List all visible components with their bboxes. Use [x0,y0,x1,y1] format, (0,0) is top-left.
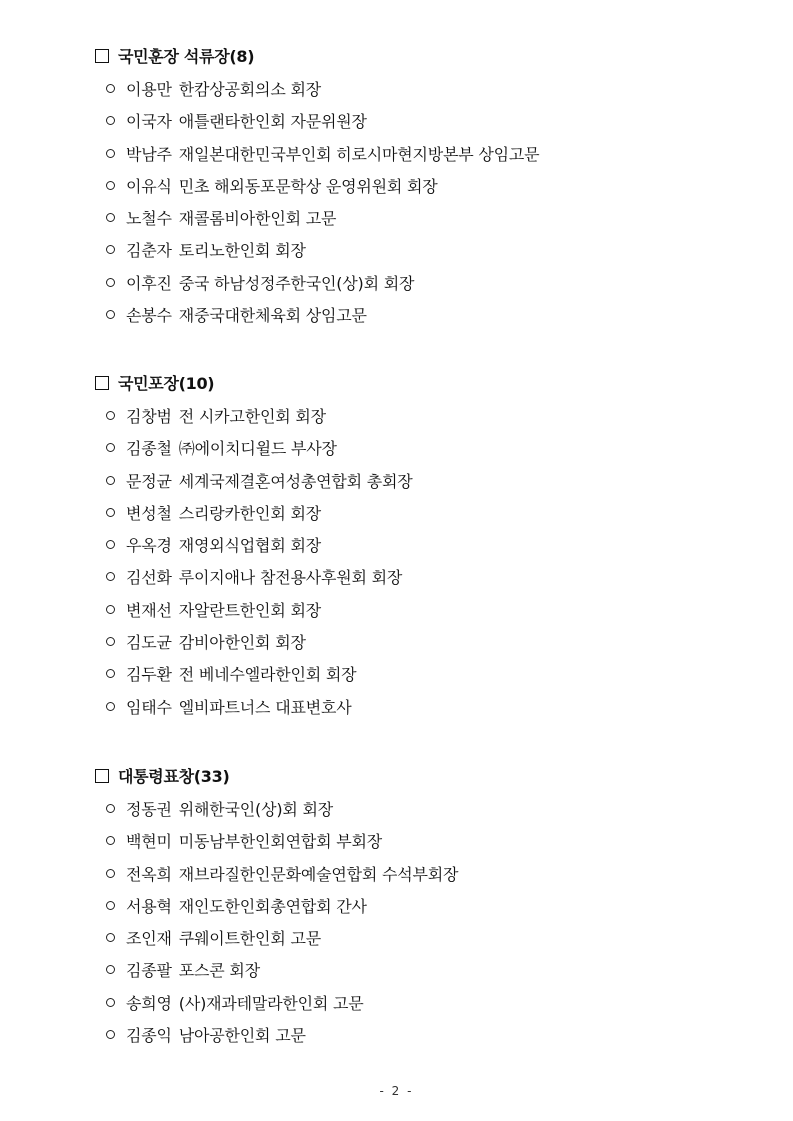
recipient-role: ㈜에이치디윌드 부사장 [178,439,337,459]
recipient-name: 손봉수 [126,306,172,326]
recipient-name: 송희영 [126,993,172,1013]
recipient-role: 전 베네수엘라한인회 회장 [178,665,357,685]
list-item [95,401,735,433]
list-item [95,106,735,138]
list-item [95,171,735,203]
circle-bullet-icon [106,443,115,452]
section-national-medal-seokryu [95,42,735,332]
recipient-name: 조인재 [126,929,172,949]
recipient-role: 재일본대한민국부인회 히로시마현지방본부 상임고문 [178,144,540,164]
recipient-role: 재콜롬비아한인회 고문 [178,209,337,229]
recipient-name: 이용만 [126,80,172,99]
list-item [95,627,735,659]
list-item [95,923,735,955]
list-item [95,826,735,858]
recipient-list [95,74,735,332]
circle-bullet-icon [106,310,115,319]
recipient-role: 애틀랜타한인회 자문위원장 [178,112,367,132]
recipient-role: 토리노한인회 회장 [178,241,306,261]
section-title [95,762,735,792]
list-item [95,659,735,691]
recipient-role: 감비아한인회 회장 [178,633,306,653]
recipient-role: 남아공한인회 고문 [178,1026,306,1046]
recipient-role: 재영외식업협회 회장 [178,536,321,556]
circle-bullet-icon [106,181,115,190]
recipient-name: 이후진 [126,273,172,293]
recipient-name: 김도균 [126,633,172,653]
recipient-role: 위해한국인(상)회 회장 [178,800,334,819]
recipient-role: 중국 하남성정주한국인(상)회 회장 [178,273,415,293]
recipient-list [95,794,735,1052]
circle-bullet-icon [106,804,115,813]
recipient-role: 민초 해외동포문학상 운영위원회 회장 [178,176,438,196]
list-item [95,433,735,465]
section-title [95,369,735,399]
recipient-name: 변재선 [126,600,172,620]
recipient-list [95,401,735,724]
list-item [95,692,735,724]
circle-bullet-icon [106,1030,115,1039]
list-item [95,235,735,267]
recipient-name: 임태수 [126,697,172,717]
list-item [95,794,735,826]
circle-bullet-icon [106,965,115,974]
recipient-name: 김두환 [126,665,172,685]
list-item [95,891,735,923]
circle-bullet-icon [106,245,115,254]
recipient-role: 세계국제결혼여성총연합회 총회장 [178,471,413,491]
recipient-name: 전옥희 [126,864,172,884]
circle-bullet-icon [106,508,115,517]
list-item [95,530,735,562]
circle-bullet-icon [106,669,115,678]
list-item [95,988,735,1020]
section-title-text: 대통령표창(33) [118,767,230,786]
circle-bullet-icon [106,411,115,420]
recipient-name: 변성철 [126,503,172,523]
recipient-role: 쿠웨이트한인회 고문 [178,929,321,949]
recipient-name: 김창범 [126,407,172,426]
circle-bullet-icon [106,901,115,910]
recipient-role: 재브라질한인문화예술연합회 수석부회장 [178,864,459,884]
circle-bullet-icon [106,933,115,942]
recipient-role: 미동남부한인회연합회 부회장 [178,832,382,852]
recipient-name: 문정균 [126,471,172,491]
section-title [95,42,735,72]
section-title-text: 국민포장(10) [118,374,215,393]
recipient-name: 이유식 [126,176,172,196]
list-item [95,466,735,498]
circle-bullet-icon [106,869,115,878]
circle-bullet-icon [106,572,115,581]
circle-bullet-icon [106,605,115,614]
circle-bullet-icon [106,998,115,1007]
section-title-text: 국민훈장 석류장(8) [118,47,255,66]
circle-bullet-icon [106,836,115,845]
circle-bullet-icon [106,702,115,711]
checkbox-square-icon [95,769,109,783]
section-national-decoration [95,369,735,724]
circle-bullet-icon [106,637,115,646]
circle-bullet-icon [106,84,115,93]
recipient-name: 이국자 [126,112,172,132]
list-item [95,300,735,332]
page-number: - 2 - [379,1084,414,1098]
circle-bullet-icon [106,476,115,485]
circle-bullet-icon [106,116,115,125]
circle-bullet-icon [106,540,115,549]
circle-bullet-icon [106,149,115,158]
list-item [95,498,735,530]
list-item [95,859,735,891]
list-item [95,1020,735,1052]
recipient-name: 박남주 [126,144,172,164]
recipient-name: 김종팔 [126,961,172,981]
checkbox-square-icon [95,49,109,63]
circle-bullet-icon [106,278,115,287]
circle-bullet-icon [106,213,115,222]
recipient-name: 김종철 [126,439,172,459]
recipient-role: 재중국대한체육회 상임고문 [178,306,367,326]
recipient-name: 우옥경 [126,536,172,556]
list-item [95,268,735,300]
recipient-name: 김종익 [126,1026,172,1046]
recipient-name: 서용혁 [126,896,172,916]
recipient-role: 스리랑카한인회 회장 [178,503,321,523]
recipient-role: 자알란트한인회 회장 [178,600,321,620]
recipient-role: (사)재과테말라한인회 고문 [178,993,364,1013]
list-item [95,562,735,594]
recipient-role: 루이지애나 참전용사후원회 회장 [178,568,403,588]
recipient-role: 포스콘 회장 [178,961,260,981]
recipient-role: 재인도한인회총연합회 간사 [178,896,367,916]
list-item [95,955,735,987]
list-item [95,203,735,235]
recipient-name: 김선화 [126,568,172,588]
recipient-role: 엘비파트너스 대표변호사 [178,697,352,717]
recipient-name: 백현미 [126,832,172,852]
checkbox-square-icon [95,376,109,390]
list-item [95,595,735,627]
recipient-name: 김춘자 [126,241,172,261]
recipient-role: 한캄상공회의소 회장 [178,80,321,99]
recipient-name: 노철수 [126,209,172,229]
recipient-name: 정동권 [126,800,172,819]
section-presidential-citation [95,762,735,1052]
list-item [95,74,735,106]
recipient-role: 전 시카고한인회 회장 [178,407,326,426]
list-item [95,139,735,171]
